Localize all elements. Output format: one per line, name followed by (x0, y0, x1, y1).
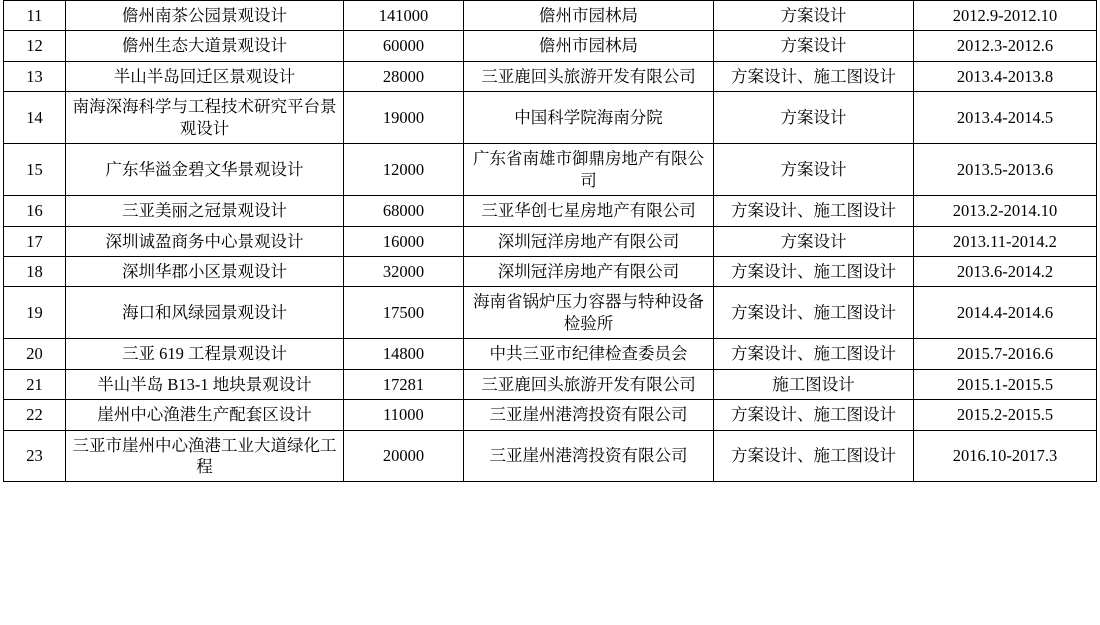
cell-project-name: 三亚市崖州中心渔港工业大道绿化工程 (66, 430, 344, 482)
cell-design-scope: 方案设计、施工图设计 (714, 287, 914, 339)
cell-design-scope: 施工图设计 (714, 369, 914, 399)
table-row (4, 226, 1097, 256)
cell-owner: 中国科学院海南分院 (464, 92, 714, 144)
cell-area: 60000 (344, 31, 464, 61)
cell-serial-number: 11 (4, 1, 66, 31)
cell-serial-number: 12 (4, 31, 66, 61)
cell-project-name: 三亚美丽之冠景观设计 (66, 196, 344, 226)
cell-area: 19000 (344, 92, 464, 144)
cell-serial-number: 21 (4, 369, 66, 399)
cell-design-date: 2013.4-2013.8 (914, 61, 1097, 91)
cell-area: 20000 (344, 430, 464, 482)
cell-design-date: 2015.1-2015.5 (914, 369, 1097, 399)
cell-owner: 深圳冠洋房地产有限公司 (464, 256, 714, 286)
table-row (4, 339, 1097, 369)
cell-design-date: 2015.7-2016.6 (914, 339, 1097, 369)
cell-design-date: 2015.2-2015.5 (914, 400, 1097, 430)
cell-serial-number: 22 (4, 400, 66, 430)
cell-owner: 三亚崖州港湾投资有限公司 (464, 400, 714, 430)
table-row (4, 61, 1097, 91)
table-row (4, 369, 1097, 399)
cell-design-scope: 方案设计 (714, 144, 914, 196)
cell-area: 68000 (344, 196, 464, 226)
cell-area: 17500 (344, 287, 464, 339)
cell-design-scope: 方案设计 (714, 31, 914, 61)
cell-project-name: 三亚 619 工程景观设计 (66, 339, 344, 369)
table-row (4, 430, 1097, 482)
cell-area: 14800 (344, 339, 464, 369)
cell-project-name: 南海深海科学与工程技术研究平台景观设计 (66, 92, 344, 144)
cell-area: 17281 (344, 369, 464, 399)
cell-design-date: 2013.4-2014.5 (914, 92, 1097, 144)
table-row (4, 92, 1097, 144)
cell-project-name: 半山半岛 B13-1 地块景观设计 (66, 369, 344, 399)
cell-project-name: 广东华溢金碧文华景观设计 (66, 144, 344, 196)
table-body (4, 1, 1097, 482)
cell-owner: 三亚鹿回头旅游开发有限公司 (464, 61, 714, 91)
table-row (4, 144, 1097, 196)
cell-project-name: 半山半岛回迁区景观设计 (66, 61, 344, 91)
cell-owner: 儋州市园林局 (464, 31, 714, 61)
cell-owner: 儋州市园林局 (464, 1, 714, 31)
cell-design-date: 2012.3-2012.6 (914, 31, 1097, 61)
table-row (4, 196, 1097, 226)
cell-project-name: 儋州生态大道景观设计 (66, 31, 344, 61)
cell-design-scope: 方案设计、施工图设计 (714, 400, 914, 430)
cell-design-scope: 方案设计、施工图设计 (714, 61, 914, 91)
cell-serial-number: 17 (4, 226, 66, 256)
cell-owner: 三亚鹿回头旅游开发有限公司 (464, 369, 714, 399)
project-table (3, 0, 1097, 482)
cell-owner: 深圳冠洋房地产有限公司 (464, 226, 714, 256)
cell-project-name: 海口和风绿园景观设计 (66, 287, 344, 339)
cell-project-name: 深圳诚盈商务中心景观设计 (66, 226, 344, 256)
cell-design-date: 2014.4-2014.6 (914, 287, 1097, 339)
cell-area: 16000 (344, 226, 464, 256)
cell-project-name: 深圳华郡小区景观设计 (66, 256, 344, 286)
table-row (4, 31, 1097, 61)
cell-design-date: 2013.2-2014.10 (914, 196, 1097, 226)
cell-design-date: 2013.11-2014.2 (914, 226, 1097, 256)
cell-design-date: 2013.5-2013.6 (914, 144, 1097, 196)
cell-project-name: 崖州中心渔港生产配套区设计 (66, 400, 344, 430)
cell-area: 28000 (344, 61, 464, 91)
cell-design-scope: 方案设计 (714, 92, 914, 144)
cell-serial-number: 23 (4, 430, 66, 482)
cell-design-scope: 方案设计 (714, 226, 914, 256)
cell-serial-number: 20 (4, 339, 66, 369)
table-row (4, 1, 1097, 31)
cell-design-scope: 方案设计、施工图设计 (714, 256, 914, 286)
cell-design-scope: 方案设计、施工图设计 (714, 339, 914, 369)
table-row (4, 287, 1097, 339)
cell-serial-number: 14 (4, 92, 66, 144)
cell-serial-number: 13 (4, 61, 66, 91)
cell-serial-number: 16 (4, 196, 66, 226)
cell-area: 32000 (344, 256, 464, 286)
table-row (4, 256, 1097, 286)
cell-serial-number: 15 (4, 144, 66, 196)
cell-design-scope: 方案设计、施工图设计 (714, 196, 914, 226)
cell-owner: 广东省南雄市御鼎房地产有限公司 (464, 144, 714, 196)
cell-design-scope: 方案设计、施工图设计 (714, 430, 914, 482)
cell-serial-number: 19 (4, 287, 66, 339)
cell-owner: 三亚华创七星房地产有限公司 (464, 196, 714, 226)
cell-area: 12000 (344, 144, 464, 196)
cell-owner: 中共三亚市纪律检查委员会 (464, 339, 714, 369)
cell-design-date: 2012.9-2012.10 (914, 1, 1097, 31)
cell-project-name: 儋州南茶公园景观设计 (66, 1, 344, 31)
cell-design-date: 2016.10-2017.3 (914, 430, 1097, 482)
cell-owner: 三亚崖州港湾投资有限公司 (464, 430, 714, 482)
cell-design-date: 2013.6-2014.2 (914, 256, 1097, 286)
table-row (4, 400, 1097, 430)
cell-area: 11000 (344, 400, 464, 430)
cell-area: 141000 (344, 1, 464, 31)
cell-design-scope: 方案设计 (714, 1, 914, 31)
cell-serial-number: 18 (4, 256, 66, 286)
cell-owner: 海南省锅炉压力容器与特种设备检验所 (464, 287, 714, 339)
